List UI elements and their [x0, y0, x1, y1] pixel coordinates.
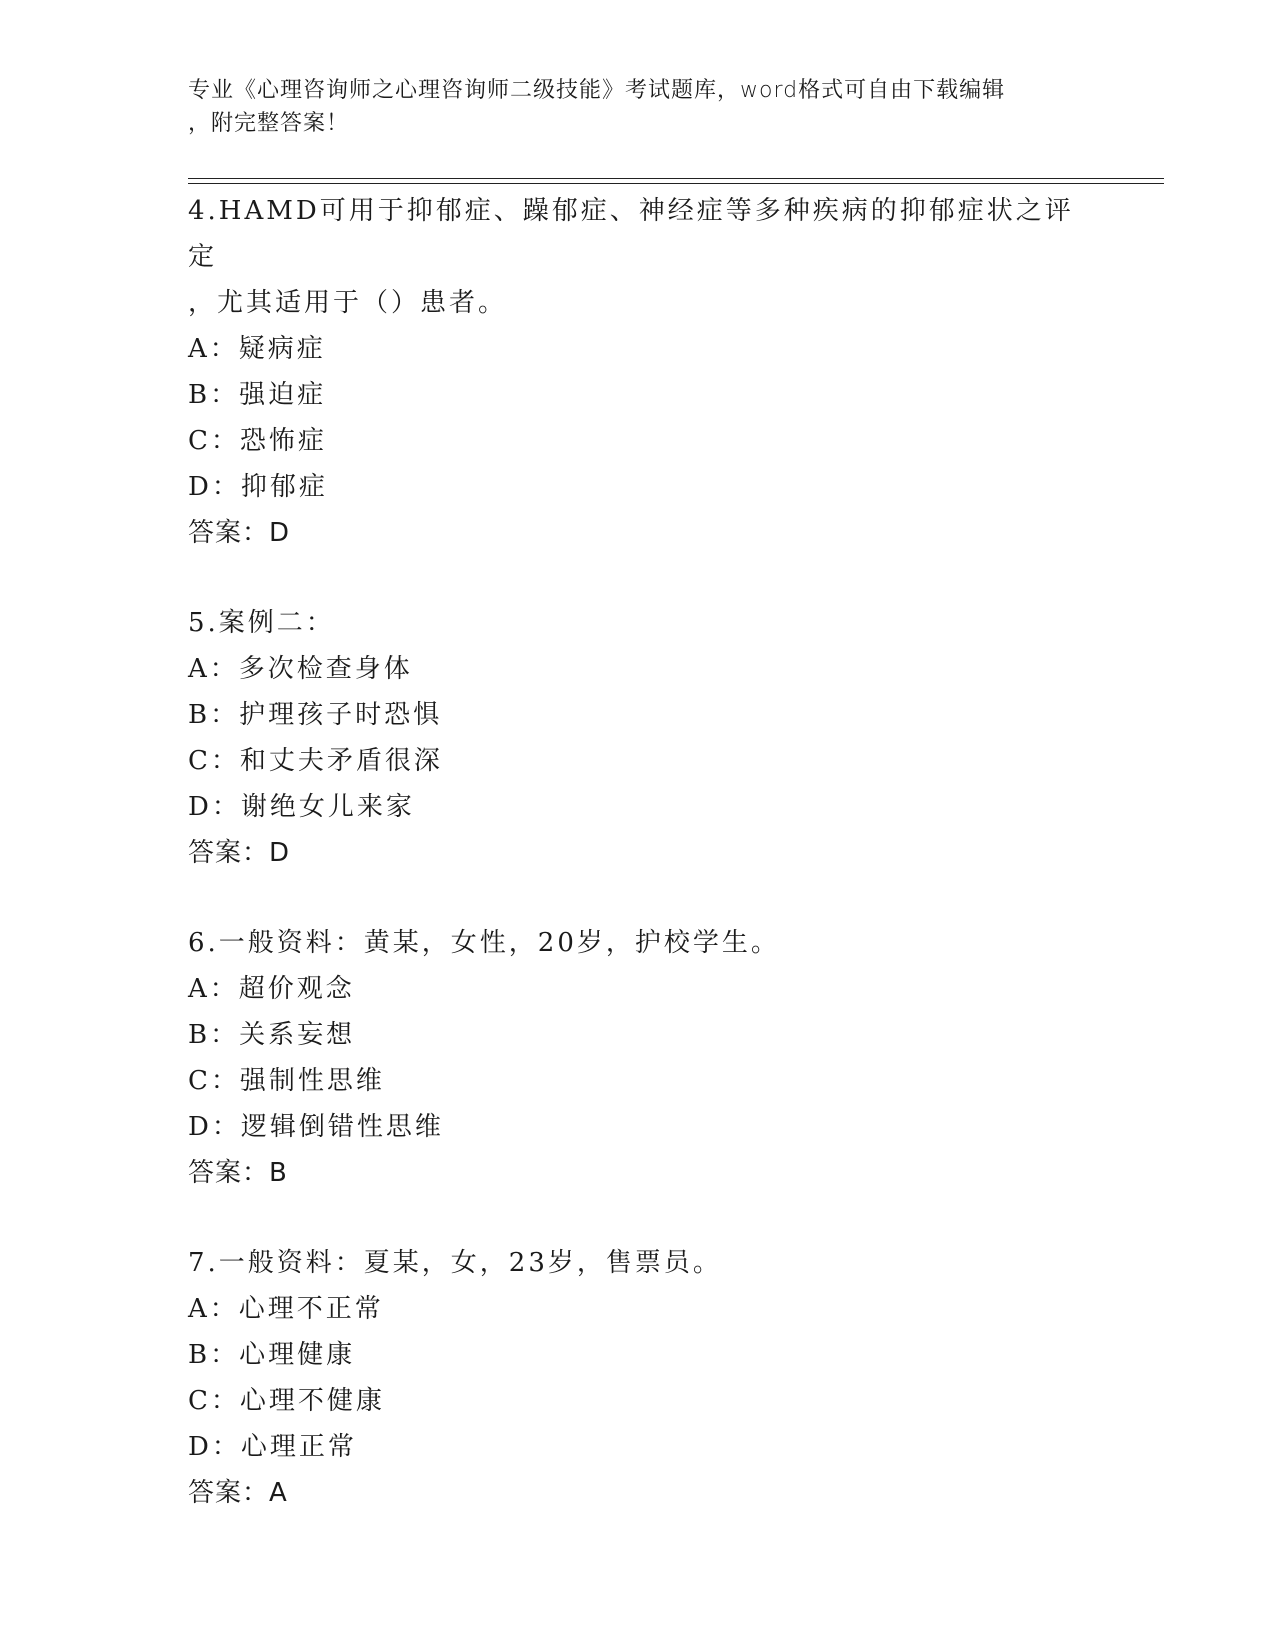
- question-stem-line-1: 6.一般资料：黄某，女性，20岁，护校学生。: [188, 928, 780, 958]
- header-line-1: 专业《心理咨询师之心理咨询师二级技能》考试题库，word格式可自由下载编辑: [188, 78, 1006, 103]
- question-stem: [188, 1240, 1088, 1286]
- question-6: [188, 920, 1148, 1196]
- answer-label: 答案：: [188, 518, 270, 548]
- option-c: C：恐怖症: [188, 426, 327, 456]
- question-list: [188, 188, 1148, 1560]
- option-b: B：心理健康: [188, 1340, 356, 1370]
- answer-value: D: [269, 518, 291, 548]
- option-d: D：逻辑倒错性思维: [188, 1112, 444, 1142]
- option-a: A：疑病症: [188, 334, 326, 364]
- answer-label: 答案：: [188, 838, 270, 868]
- option-d: D：心理正常: [188, 1432, 357, 1462]
- question-stem-line-1: 5.案例二：: [188, 608, 335, 638]
- option-d: D：抑郁症: [188, 472, 328, 502]
- question-stem-line-2: ，尤其适用于（）患者。: [188, 288, 508, 318]
- option-a: A：心理不正常: [188, 1294, 384, 1324]
- answer: [188, 1150, 1148, 1196]
- question-stem: [188, 188, 1088, 326]
- header-line-2: ，附完整答案！: [188, 111, 350, 136]
- question-stem-line-1: 7.一般资料：夏某，女，23岁，售票员。: [188, 1248, 722, 1278]
- answer-label: 答案：: [188, 1158, 270, 1188]
- question-stem: [188, 600, 1088, 646]
- answer-value: A: [269, 1478, 288, 1508]
- header-divider-top: [188, 178, 1164, 179]
- question-stem-line-1: 4.HAMD可用于抑郁症、躁郁症、神经症等多种疾病的抑郁症状之评定: [188, 196, 1074, 272]
- option-c: C：和丈夫矛盾很深: [188, 746, 443, 776]
- option-b: B：护理孩子时恐惧: [188, 700, 443, 730]
- question-stem: [188, 920, 1088, 966]
- answer: [188, 830, 1148, 876]
- option-c: C：心理不健康: [188, 1386, 385, 1416]
- option-c: C：强制性思维: [188, 1066, 385, 1096]
- option-b: B：强迫症: [188, 380, 327, 410]
- question-4: [188, 188, 1148, 556]
- question-5: [188, 600, 1148, 876]
- answer: [188, 1470, 1148, 1516]
- option-a: A：超价观念: [188, 974, 355, 1004]
- question-7: [188, 1240, 1148, 1516]
- answer: [188, 510, 1148, 556]
- header-divider-bottom: [188, 183, 1164, 184]
- option-d: D：谢绝女儿来家: [188, 792, 415, 822]
- option-a: A：多次检查身体: [188, 654, 413, 684]
- answer-value: B: [269, 1158, 288, 1188]
- option-b: B：关系妄想: [188, 1020, 356, 1050]
- document-header: [188, 74, 1068, 140]
- answer-value: D: [269, 838, 291, 868]
- answer-label: 答案：: [188, 1478, 270, 1508]
